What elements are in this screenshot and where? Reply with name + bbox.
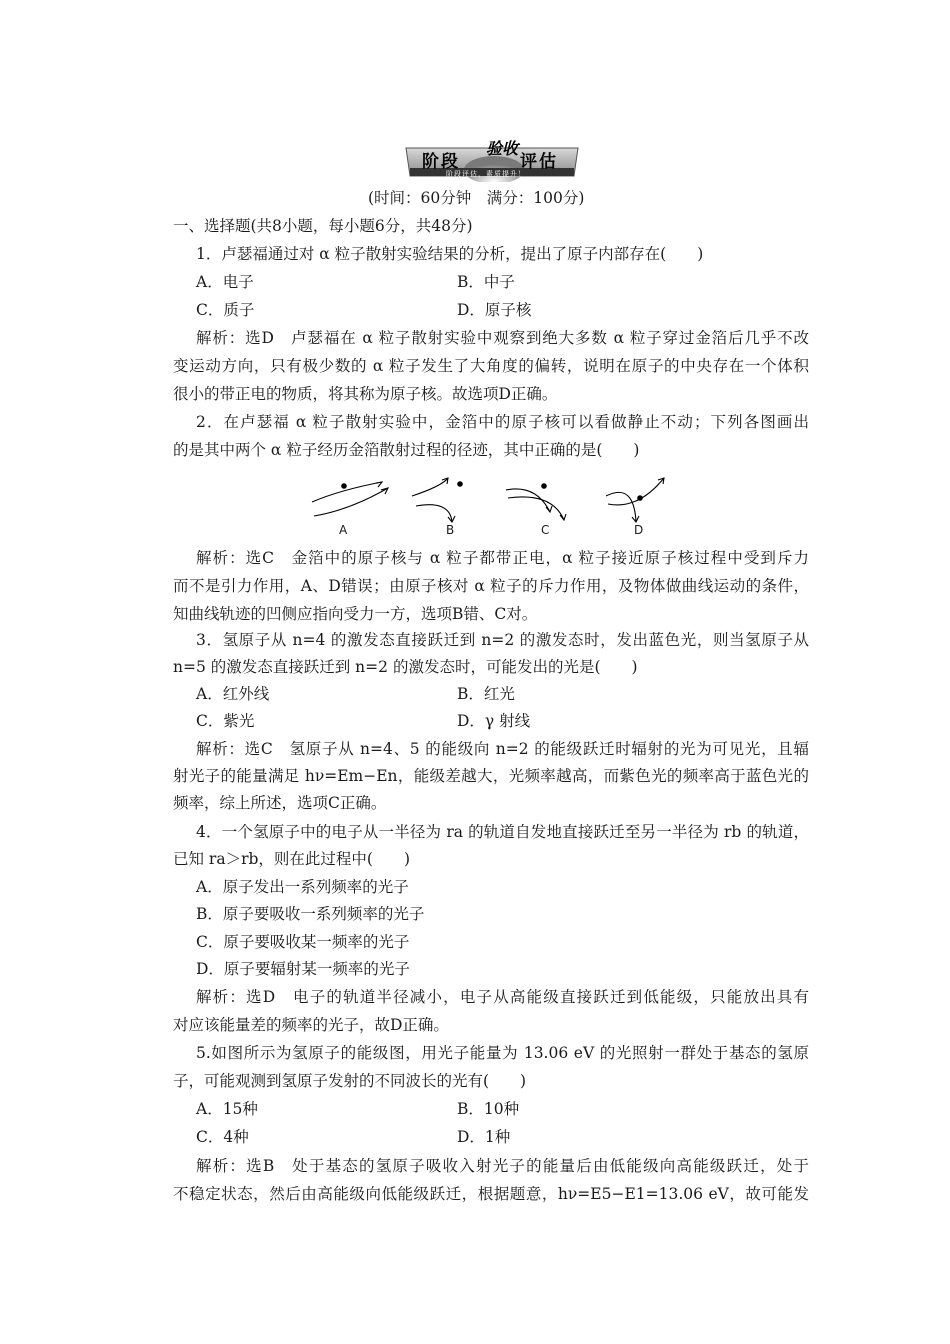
q4-option-d: D．原子要辐射某一频率的光子 — [196, 960, 410, 978]
q4-option-c: C．原子要吸收某一频率的光子 — [196, 933, 410, 951]
q3-analysis-line: 射光子的能量满足 hν=Em−En，能级差越大，光频率越高，而紫色光的频率高于蓝色光的 — [173, 767, 809, 785]
q3-option-a: A．红外线 — [196, 685, 270, 703]
q5-option-c: C．4种 — [196, 1128, 249, 1146]
q2-stem-line: 的是其中两个 α 粒子经历金箔散射过程的径迹，其中正确的是( ) — [173, 441, 640, 459]
banner-title-left: 阶段 — [422, 152, 460, 172]
q3-stem-line: n=5 的激发态直接跃迁到 n=2 的激发态时，可能发出的光是( ) — [173, 658, 638, 676]
q2-analysis-line: 知曲线轨迹的凹侧应指向受力一方，选项B错、C对。 — [173, 605, 538, 623]
figure-label-a: A — [339, 523, 348, 537]
q3-option-c: C．紫光 — [196, 712, 255, 730]
banner-title-right: 评估 — [520, 152, 558, 172]
q4-option-b: B．原子要吸收一系列频率的光子 — [196, 905, 425, 923]
figure-d-trajectories — [604, 476, 684, 524]
q1-analysis-line: 解析：选D 卢瑟福在 α 粒子散射实验中观察到绝大多数 α 粒子穿过金箔后几乎不改 — [196, 329, 809, 347]
q2-figure — [300, 476, 690, 542]
q1-analysis-line: 很小的带正电的物质，将其称为原子核。故选项D正确。 — [173, 385, 558, 403]
q3-analysis-line: 频率，综上所述，选项C正确。 — [173, 794, 387, 812]
q1-stem: 1．卢瑟福通过对 α 粒子散射实验结果的分析，提出了原子内部存在( ) — [196, 245, 704, 263]
q3-analysis-line: 解析：选C 氢原子从 n=4、5 的能级向 n=2 的能级跃迁时辐射的光为可见光，且辐 — [196, 740, 809, 758]
q3-option-d: D．γ 射线 — [457, 712, 531, 730]
time-info: (时间：60分钟 满分：100分) — [368, 189, 585, 207]
q2-analysis-line: 而不是引力作用，A、D错误；由原子核对 α 粒子的斥力作用，及物体做曲线运动的条件， — [173, 577, 809, 595]
q4-stem-line: 已知 ra＞rb，则在此过程中( ) — [173, 850, 411, 868]
q1-option-d: D．原子核 — [457, 301, 532, 319]
q5-analysis-line: 解析：选B 处于基态的氢原子吸收入射光子的能量后由低能级向高能级跃迁，处于 — [196, 1157, 809, 1175]
q4-analysis-line: 对应该能量差的频率的光子，故D正确。 — [173, 1016, 449, 1034]
q1-option-c: C．质子 — [196, 301, 255, 319]
figure-c-trajectories — [504, 476, 584, 524]
section-banner — [402, 140, 582, 182]
q4-analysis-line: 解析：选D 电子的轨道半径减小，电子从高能级直接跃迁到低能级，只能放出具有 — [196, 988, 809, 1006]
q1-analysis-line: 变运动方向，只有极少数的 α 粒子发生了大角度的偏转，说明在原子的中央存在一个体积 — [173, 357, 809, 375]
figure-b-trajectories — [410, 476, 480, 524]
figure-label-d: D — [634, 523, 644, 537]
q2-stem-line: 2．在卢瑟福 α 粒子散射实验中，金箔中的原子核可以看做静止不动；下列各图画出 — [196, 413, 809, 431]
banner-title-accent: 验收 — [486, 139, 519, 158]
q5-option-b: B．10种 — [457, 1100, 520, 1118]
q3-stem-line: 3．氢原子从 n=4 的激发态直接跃迁到 n=2 的激发态时，发出蓝色光，则当氢原子从 — [196, 631, 809, 649]
q1-option-b: B．中子 — [457, 273, 515, 291]
q5-option-d: D．1种 — [457, 1128, 511, 1146]
q3-option-b: B．红光 — [457, 685, 515, 703]
q4-stem-line: 4．一个氢原子中的电子从一半径为 ra 的轨道自发地直接跃迁至另一半径为 rb 的轨道， — [196, 823, 809, 841]
figure-label-b: B — [446, 523, 455, 537]
q5-option-a: A．15种 — [196, 1100, 258, 1118]
q5-stem-line: 子，可能观测到氢原子发射的不同波长的光有( ) — [173, 1072, 527, 1090]
figure-label-c: C — [541, 523, 550, 537]
q1-option-a: A．电子 — [196, 273, 254, 291]
banner-subtitle: 阶段评估，素质提升！ — [446, 170, 526, 178]
q5-stem-line: 5.如图所示为氢原子的能级图，用光子能量为 13.06 eV 的光照射一群处于基态的氢原 — [196, 1044, 809, 1062]
figure-a-trajectories — [310, 476, 390, 524]
section-title: 一、选择题(共8小题，每小题6分，共48分) — [173, 217, 473, 235]
q2-analysis-line: 解析：选C 金箔中的原子核与 α 粒子都带正电，α 粒子接近原子核过程中受到斥力 — [196, 549, 809, 567]
q5-analysis-line: 不稳定状态，然后由高能级向低能级跃迁，根据题意，hν=E5−E1=13.06 eV，故可能发 — [173, 1185, 809, 1203]
q4-option-a: A．原子发出一系列频率的光子 — [196, 878, 409, 896]
